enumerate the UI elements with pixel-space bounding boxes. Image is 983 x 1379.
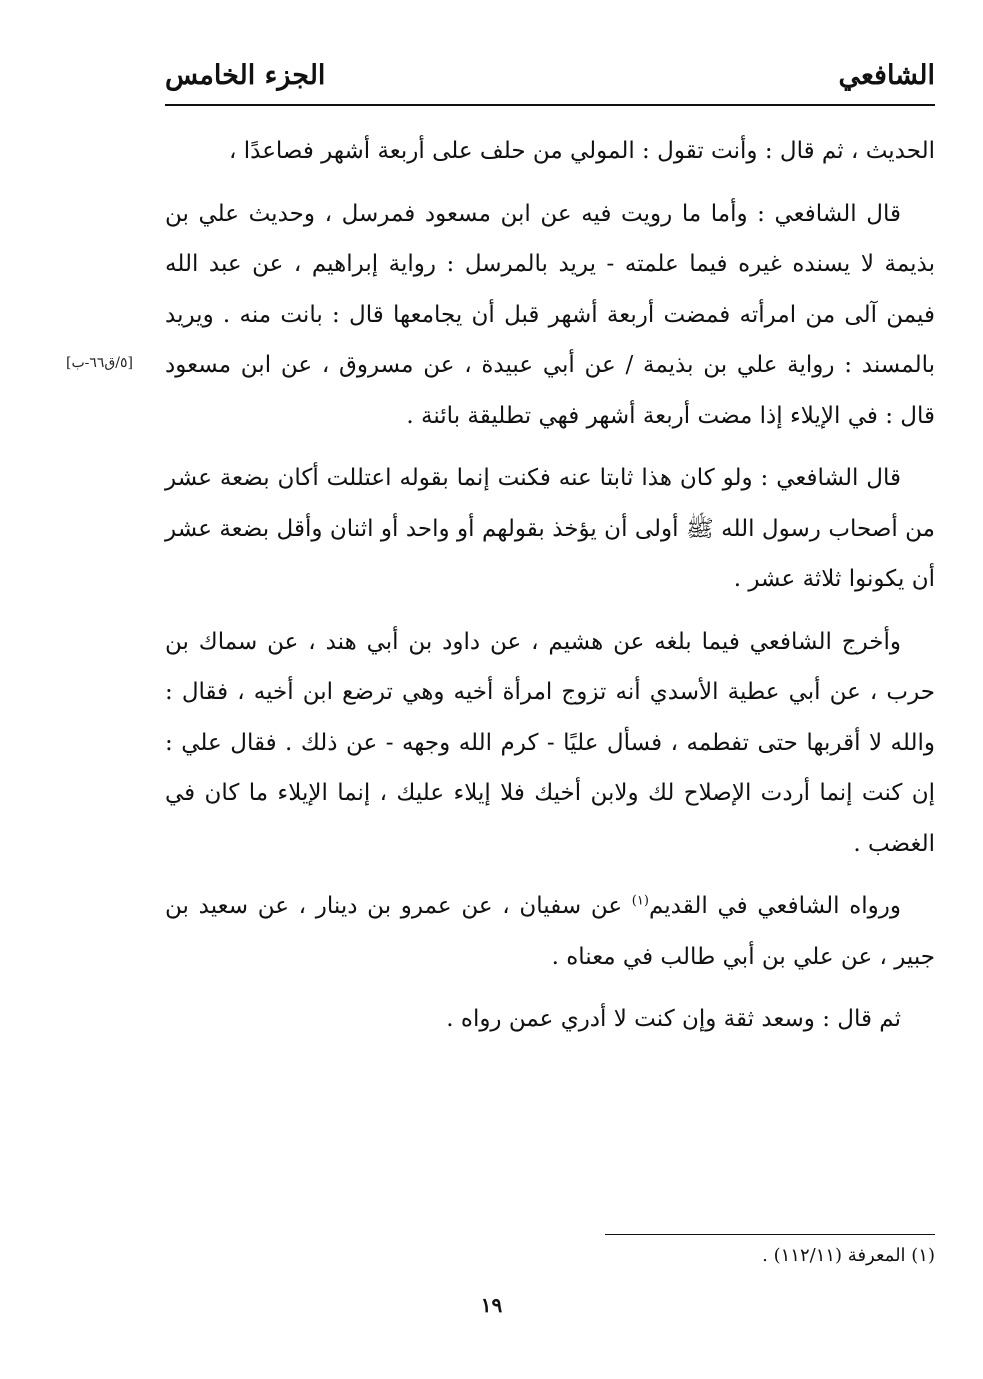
paragraph-4: وأخرج الشافعي فيما بلغه عن هشيم ، عن داود بن أبي هند ، عن سماك بن حرب ، عن أبي عطية الأسدي أنه تزوج امرأة أخيه وهي ترضع ابن أخيه ، فقال : والله لا أقربها حتى تفطمه ، فسأل عليًا - كرم الله وجهه - عن ذلك . فقال علي : إن كنت إنما أردت الإصلاح لك ولابن أخيك فلا إيلاء عليك ، إنما الإيلاء ما كان في الغضب . [165,628,935,857]
manuscript-folio-marker: [٥/ق٦٦-ب] [66,355,134,371]
paragraph-5-text-b: عن سفيان ، عن عمرو بن دينار ، عن سعيد بن جبير ، عن علي بن أبي طالب في معناه . [165,893,935,970]
footnote-reference: (١) [631,893,649,909]
paragraph-5-text-a: ورواه الشافعي في القديم [648,893,901,919]
paragraph-2: قال الشافعي : وأما ما رويت فيه عن ابن مسعود فمرسل ، وحديث علي بن بذيمة لا يسنده غيره فيما علمته - يريد بالمرسل : رواية إبراهيم ، عن عبد الله فيمن آلى من امرأته فمضت أربعة أشهر قبل أن يجامعها قال : بانت منه . ويريد بالمسند : رواية علي بن بذيمة / عن أبي عبيدة ، عن مسروق ، عن ابن مسعود قال : في الإيلاء إذا مضت أربعة أشهر فهي تطليقة بائنة . [165,200,935,429]
footnote: (١) المعرفة (١١٢/١١) . [762,1245,935,1266]
main-text [165,126,935,1057]
book-title: الشافعي [838,60,935,91]
footnote-rule [605,1234,935,1235]
header-rule [165,104,935,106]
paragraph-5 [165,881,935,982]
paragraph-3: قال الشافعي : ولو كان هذا ثابتا عنه فكنت إنما بقوله اعتللت أكان بضعة عشر من أصحاب رسول الله ﷺ أولى أن يؤخذ بقولهم أو واحد أو اثنان وأقل بضعة عشر أن يكونوا ثلاثة عشر . [165,465,935,592]
paragraph-6: ثم قال : وسعد ثقة وإن كنت لا أدري عمن رواه . [446,1006,901,1032]
page-number: ١٩ [480,1293,503,1317]
part-label: الجزء الخامس [165,60,326,91]
paragraph-1: الحديث ، ثم قال : وأنت تقول : المولي من حلف على أربعة أشهر فصاعدًا ، [229,138,935,164]
running-head [165,52,935,102]
